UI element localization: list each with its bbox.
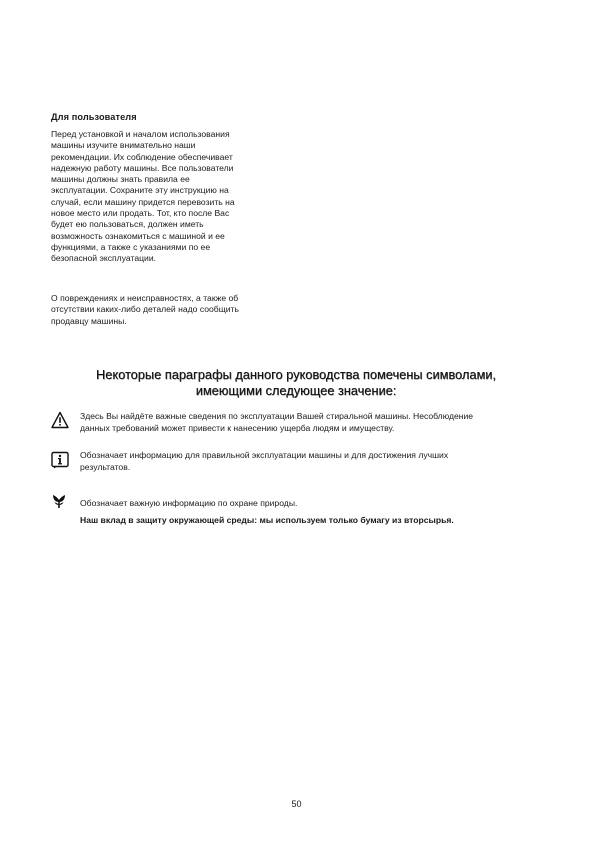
page-number: 50 [291, 799, 302, 809]
eco-note-text: Обозначает важную информацию по охране природы. [80, 498, 298, 508]
warning-note-text: Здесь Вы найдёте важные сведения по эксплуатации Вашей стиральной машины. Несоблюдение данных требований может привести к нанесению ущерба людям и имуществу. [80, 411, 474, 433]
info-note-text: Обозначает информацию для правильной эксплуатации машины и для достижения лучших результатов. [80, 450, 449, 472]
environment-flower-icon [51, 493, 67, 509]
eco-statement: Наш вклад в защиту окружающей среды: мы используем только бумагу из вторсырья. [80, 515, 454, 525]
user-section-heading: Для пользователя [51, 112, 137, 122]
symbols-title: Некоторые параграфы данного руководства помечены символами, имеющими следующее значение: [96, 367, 496, 398]
info-icon [51, 451, 69, 469]
damage-report-paragraph: О повреждениях и неисправностях, а также об отсутствии каких-либо деталей надо сообщить продавцу машины. [51, 293, 239, 326]
user-instructions-paragraph: Перед установкой и началом использования машины изучите внимательно наши рекомендации. Их соблюдение обеспечивает надежную работу машины. Все пользователи машины должны знать правила ее эксплуатации. Сохраните эту инструкцию на случай, если машину придется перевозить на новое место или продать. Тот, кто после Вас будет ею пользоваться, должен иметь возможность ознакомиться с машиной и ее функциями, а также с указаниями по ее безопасной эксплуатации. [51, 129, 235, 264]
warning-triangle-icon [51, 411, 69, 429]
